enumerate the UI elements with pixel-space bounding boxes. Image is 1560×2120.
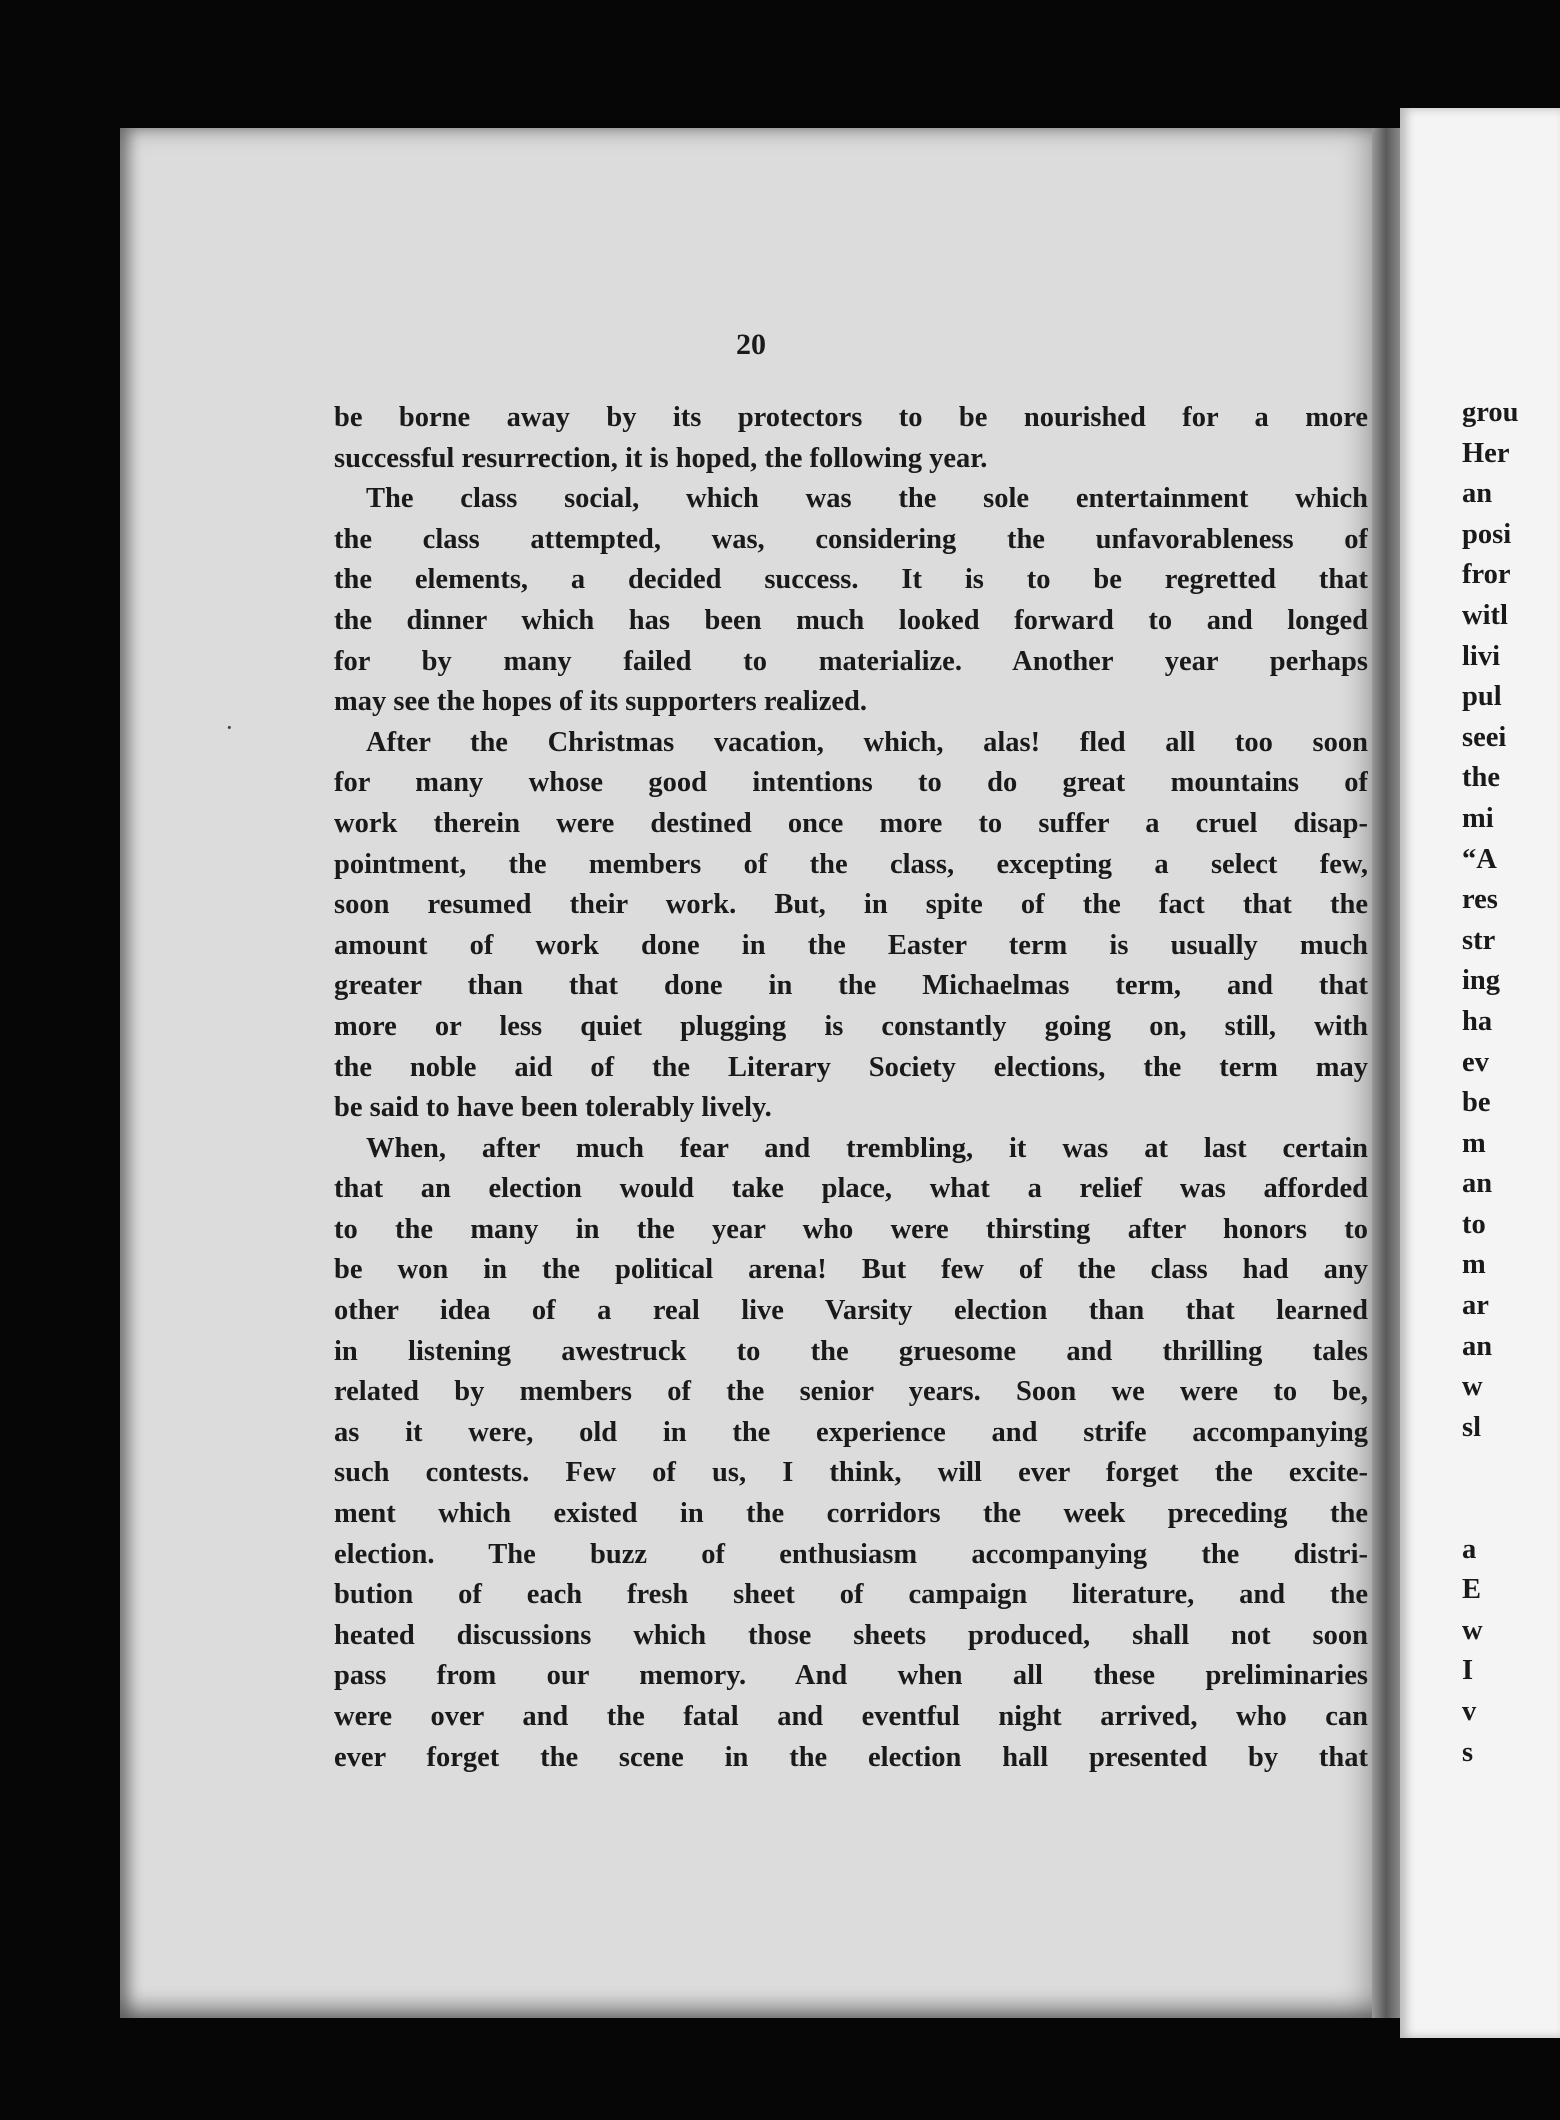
text-line: When, after much fear and trembling, it was at last certain xyxy=(366,1132,1368,1164)
text-line: related by members of the senior years. Soon we were to be, xyxy=(334,1376,1368,1408)
right-page-fragment: I xyxy=(1462,1655,1474,1687)
text-line: more or less quiet plugging is constantly going on, still, with xyxy=(334,1010,1368,1042)
right-page-fragment: be xyxy=(1462,1087,1491,1119)
text-line: heated discussions which those sheets produced, shall not soon xyxy=(334,1619,1368,1651)
text-line: election. The buzz of enthusiasm accompanying the distri- xyxy=(334,1538,1368,1570)
right-page-fragment: witl xyxy=(1462,599,1508,631)
text-line: the dinner which has been much looked forward to and longed xyxy=(334,604,1368,636)
text-line: amount of work done in the Easter term is usually much xyxy=(334,929,1368,961)
right-page-fragment: to xyxy=(1462,1208,1486,1240)
text-line: in listening awestruck to the gruesome and thrilling tales xyxy=(334,1335,1368,1367)
right-page-fragment: ing xyxy=(1462,965,1501,997)
right-page-fragment: ev xyxy=(1462,1046,1489,1078)
right-page-fragment: an xyxy=(1462,1168,1493,1200)
right-page-fragment: E xyxy=(1462,1574,1482,1606)
right-page-fragment xyxy=(1462,1489,1560,1530)
text-line: pass from our memory. And when all these preliminaries xyxy=(334,1660,1368,1692)
right-page-fragment: pul xyxy=(1462,681,1502,713)
right-page-fragment: seei xyxy=(1462,721,1507,753)
text-line: pointment, the members of the class, excepting a select few, xyxy=(334,848,1368,880)
text-line: soon resumed their work. But, in spite of the fact that the xyxy=(334,889,1368,921)
text-line: ment which existed in the corridors the week preceding the xyxy=(334,1498,1368,1530)
right-page-fragment: posi xyxy=(1462,518,1512,550)
right-page xyxy=(1400,108,1560,2038)
right-page-fragment: livi xyxy=(1462,640,1501,672)
right-page-fragment: Her xyxy=(1462,437,1510,469)
right-page-fragment: “A xyxy=(1462,843,1497,875)
text-line: for many whose good intentions to do great mountains of xyxy=(334,767,1368,799)
text-line: other idea of a real live Varsity election than that learned xyxy=(334,1295,1368,1327)
right-page-fragment: w xyxy=(1462,1614,1483,1646)
text-line: that an election would take place, what a relief was afforded xyxy=(334,1173,1368,1205)
right-page-fragment: fror xyxy=(1462,559,1511,591)
right-page-fragment: an xyxy=(1462,1330,1493,1362)
text-line: the noble aid of the Literary Society elections, the term may xyxy=(334,1051,1368,1083)
right-page-fragment: m xyxy=(1462,1127,1486,1159)
text-line: the class attempted, was, considering the unfavorableness of xyxy=(334,523,1368,555)
right-page-fragment: m xyxy=(1462,1249,1486,1281)
margin-mark: · xyxy=(225,713,234,742)
text-line: the elements, a decided success. It is to be regretted that xyxy=(334,564,1368,596)
text-line: be won in the political arena! But few of the class had any xyxy=(334,1254,1368,1286)
right-page-fragment: an xyxy=(1462,478,1493,510)
right-page-fragment: the xyxy=(1462,762,1500,794)
right-page-fragment: ar xyxy=(1462,1290,1489,1322)
text-line: as it were, old in the experience and strife accompanying xyxy=(334,1416,1368,1448)
page-number: 20 xyxy=(736,328,766,361)
right-page-text xyxy=(1462,393,1560,1773)
right-page-fragment: s xyxy=(1462,1736,1474,1768)
right-page-fragment: a xyxy=(1462,1533,1477,1565)
text-line: such contests. Few of us, I think, will ever forget the excite- xyxy=(334,1457,1368,1489)
right-page-fragment: str xyxy=(1462,924,1496,956)
text-line: may see the hopes of its supporters realized. xyxy=(334,686,867,718)
right-page-fragment: w xyxy=(1462,1371,1483,1403)
text-line: bution of each fresh sheet of campaign literature, and the xyxy=(334,1579,1368,1611)
right-page-fragment: v xyxy=(1462,1696,1477,1727)
left-page xyxy=(120,128,1382,2018)
text-line: ever forget the scene in the election hall presented by that xyxy=(334,1741,1368,1773)
text-line: for by many failed to materialize. Another year perhaps xyxy=(334,645,1368,677)
text-line: to the many in the year who were thirsting after honors to xyxy=(334,1213,1368,1245)
text-line: The class social, which was the sole entertainment which xyxy=(366,483,1368,515)
right-page-fragment: mi xyxy=(1462,802,1494,834)
text-line: were over and the fatal and eventful night arrived, who can xyxy=(334,1701,1368,1732)
right-page-fragment xyxy=(1462,1448,1560,1489)
right-page-fragment: res xyxy=(1462,884,1498,916)
right-page-fragment: ha xyxy=(1462,1005,1493,1037)
text-line: greater than that done in the Michaelmas term, and that xyxy=(334,970,1368,1002)
page-text xyxy=(334,398,1368,1778)
text-line: be borne away by its protectors to be nourished for a more xyxy=(334,402,1368,433)
right-page-fragment: sl xyxy=(1462,1411,1482,1443)
text-line: be said to have been tolerably lively. xyxy=(334,1092,772,1124)
text-line: successful resurrection, it is hoped, the following year. xyxy=(334,442,988,474)
text-line: work therein were destined once more to suffer a cruel disap- xyxy=(334,807,1368,839)
right-page-fragment: grou xyxy=(1462,397,1519,428)
text-line: After the Christmas vacation, which, alas! fled all too soon xyxy=(366,726,1368,758)
book-gutter xyxy=(1372,128,1400,2018)
